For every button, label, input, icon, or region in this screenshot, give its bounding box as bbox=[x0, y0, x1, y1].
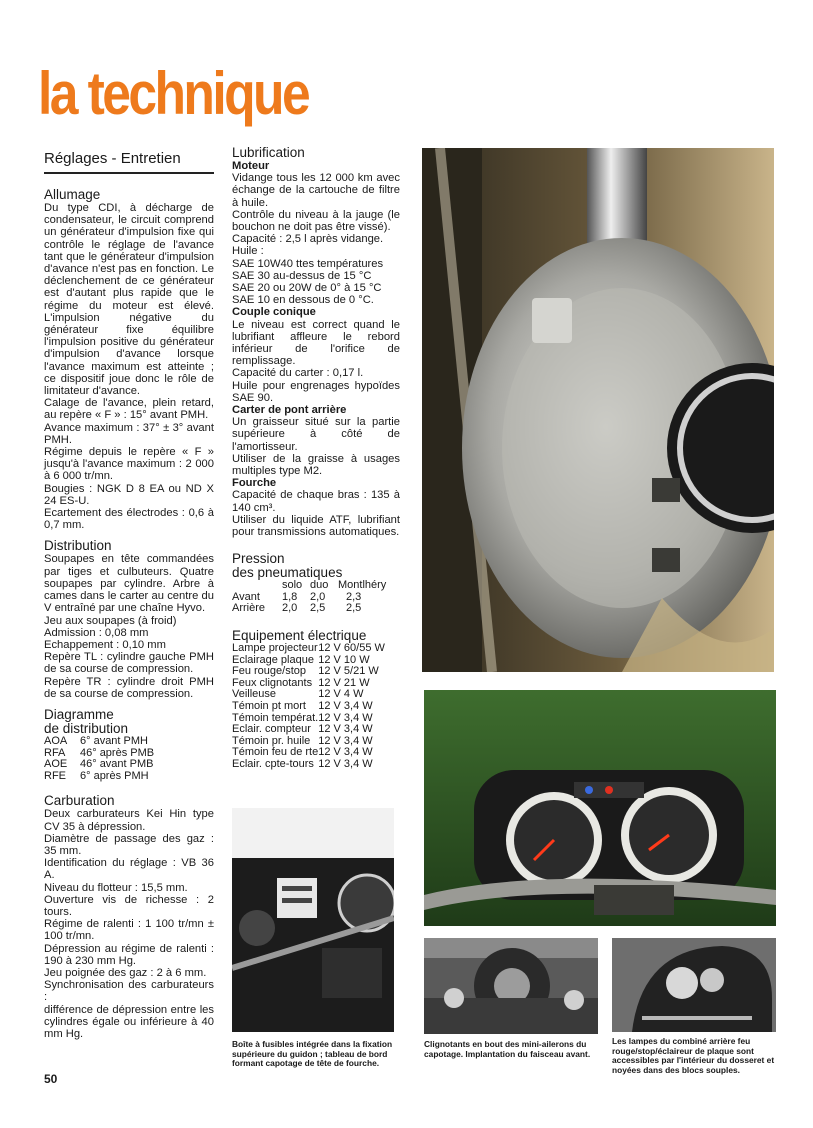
paragraph: Diamètre de passage des gaz : 35 mm. bbox=[44, 832, 214, 857]
middle-column bbox=[232, 146, 400, 771]
pression-table bbox=[232, 580, 386, 615]
page-title: la technique bbox=[38, 60, 309, 127]
carburation-text bbox=[44, 808, 214, 1040]
paragraph: Le niveau est correct quand le lubrifiant affleure le rebord inférieur de l'orifice de remplissage. bbox=[232, 318, 400, 368]
paragraph: SAE 20 ou 20W de 0° à 15 °C bbox=[232, 282, 382, 295]
section-rule bbox=[44, 172, 214, 174]
table-cell: Arrière bbox=[232, 602, 266, 615]
table-cell: Témoin feu de rte bbox=[232, 746, 319, 759]
table-cell: 2,3 bbox=[346, 590, 362, 603]
table-cell: 12 V 4 W bbox=[318, 688, 364, 701]
photo-dashboard bbox=[424, 690, 776, 926]
table-cell: Veilleuse bbox=[232, 688, 277, 701]
subheading-carter: Carter de pont arrière bbox=[232, 404, 347, 417]
paragraph: Niveau du flotteur : 15,5 mm. bbox=[44, 881, 188, 894]
table-cell: 12 V 10 W bbox=[318, 653, 370, 666]
table-cell: Témoin températ. bbox=[232, 711, 319, 724]
table-cell: 12 V 3,4 W bbox=[318, 758, 373, 771]
subheading-couple: Couple conique bbox=[232, 306, 316, 319]
page-number: 50 bbox=[44, 1072, 58, 1086]
rear-lamps-photo-illustration bbox=[612, 938, 776, 1032]
table-cell: 12 V 3,4 W bbox=[318, 734, 373, 747]
table-row bbox=[44, 771, 154, 783]
table-row bbox=[44, 736, 154, 748]
lubrification-text bbox=[232, 160, 400, 538]
allumage-text bbox=[44, 202, 214, 531]
table-cell: 2,5 bbox=[310, 602, 326, 615]
paragraph: Ecartement des électrodes : 0,6 à 0,7 mm. bbox=[44, 507, 214, 532]
paragraph: Repère TL : cylindre gauche PMH de sa course de compression. bbox=[44, 651, 214, 676]
paragraph: Soupapes en tête commandées par tiges et culbuteurs. Quatre soupapes par cylindre. Arbre à cames dans le carter au centre du V entraîné par une chaîne Hyvo. bbox=[44, 553, 214, 615]
table-cell: 2,5 bbox=[346, 602, 362, 615]
photo-indicators bbox=[424, 938, 598, 1034]
caption-rear-lamps: Les lampes du combiné arrière feu rouge/stop/éclaireur de plaque sont accessibles par l'intérieur du dosseret et noyées dans des blocs souples. bbox=[612, 1036, 775, 1075]
photo-rear-lamps bbox=[612, 938, 776, 1032]
table-row bbox=[232, 759, 385, 771]
heading-pression-1: Pression bbox=[232, 551, 285, 567]
paragraph: SAE 30 au-dessus de 15 °C bbox=[232, 269, 372, 282]
engine-photo-illustration bbox=[422, 148, 774, 672]
table-row bbox=[232, 643, 385, 655]
paragraph: Ouverture vis de richesse : 2 tours. bbox=[44, 893, 214, 918]
heading-lubrification: Lubrification bbox=[232, 145, 305, 160]
dashboard-photo-illustration bbox=[424, 690, 776, 926]
table-cell: 12 V 21 W bbox=[318, 676, 370, 689]
distribution-text bbox=[44, 553, 214, 699]
paragraph: Identification du réglage : VB 36 A. bbox=[44, 857, 214, 882]
table-row bbox=[44, 759, 154, 771]
table-cell: 2,0 bbox=[282, 602, 298, 615]
table-cell: 12 V 3,4 W bbox=[318, 711, 373, 724]
paragraph: Utiliser de la graisse à usages multiples type M2. bbox=[232, 452, 400, 478]
diagramme-table bbox=[44, 736, 154, 782]
table-cell: 12 V 3,4 W bbox=[318, 700, 373, 713]
paragraph: Bougies : NGK D 8 EA ou ND X 24 ES-U. bbox=[44, 482, 214, 507]
equipement-table bbox=[232, 643, 385, 771]
paragraph: Vidange tous les 12 000 km avec échange de la cartouche de filtre à huile. bbox=[232, 172, 400, 209]
table-cell: 46° après PMB bbox=[80, 746, 155, 759]
subheading-fourche: Fourche bbox=[232, 477, 277, 490]
table-cell: Lampe projecteur bbox=[232, 642, 318, 655]
paragraph: Utiliser du liquide ATF, lubrifiant pour transmissions automatiques. bbox=[232, 513, 400, 539]
paragraph: Deux carburateurs Kei Hin type CV 35 à dépression. bbox=[44, 808, 214, 833]
paragraph: Régime depuis le repère « F » jusqu'à l'avance maximum : 2 000 à 6 000 tr/mn. bbox=[44, 446, 214, 483]
paragraph: Contrôle du niveau à la jauge (le bouchon ne doit pas être vissé). bbox=[232, 208, 400, 234]
paragraph: Un graisseur situé sur la partie supérieure à côté de l'amortisseur. bbox=[232, 416, 400, 453]
table-header-cell: Montlhéry bbox=[338, 579, 387, 592]
paragraph: Admission : 0,08 mm bbox=[44, 626, 149, 639]
caption-indicators: Clignotants en bout des mini-ailerons du capotage. Implantation du faisceau avant. bbox=[424, 1039, 591, 1059]
paragraph: Jeu poignée des gaz : 2 à 6 mm. bbox=[44, 966, 207, 979]
table-cell: RFA bbox=[44, 746, 66, 759]
table-cell: 1,8 bbox=[282, 590, 298, 603]
table-cell: Feu rouge/stop bbox=[232, 665, 306, 678]
paragraph: SAE 10 en dessous de 0 °C. bbox=[232, 294, 374, 307]
table-cell: Témoin pt mort bbox=[232, 700, 306, 713]
paragraph: Régime de ralenti : 1 100 tr/mn ± 100 tr/mn. bbox=[44, 918, 214, 943]
paragraph: différence de dépression entre les cylindres égale ou inférieure à 40 mm Hg. bbox=[44, 1003, 214, 1040]
table-cell: 12 V 5/21 W bbox=[318, 665, 379, 678]
table-cell: 6° après PMH bbox=[80, 769, 149, 782]
subheading-moteur: Moteur bbox=[232, 160, 270, 172]
heading-equipement: Equipement électrique bbox=[232, 628, 367, 644]
table-cell: AOE bbox=[44, 758, 68, 771]
paragraph: Repère TR : cylindre droit PMH de sa course de compression. bbox=[44, 675, 214, 700]
photo-engine-closeup bbox=[422, 148, 774, 672]
table-row bbox=[232, 603, 386, 615]
heading-carburation: Carburation bbox=[44, 793, 115, 809]
table-cell: AOA bbox=[44, 734, 68, 747]
paragraph: Jeu aux soupapes (à froid) bbox=[44, 614, 177, 627]
paragraph: Du type CDI, à décharge de condensateur, le circuit comprend un générateur d'impulsion fixe qui contrôle le réglage de l'avance tant que le générateur d'impulsion d'avance n'est pas en fonction. Le déclenchement de ce générateur est d'autant plus rapide que le régime du moteur est élevé. L'impulsion négative du générateur fixe équilibre l'impulsion positive du générateur d'impulsion d'avance lorsque l'avance maximum est atteinte ; ce dispositif joue donc le rôle de limitateur d'avance. bbox=[44, 202, 214, 398]
table-cell: Eclair. compteur bbox=[232, 723, 311, 736]
table-cell: Avant bbox=[232, 590, 260, 603]
section-title-reglages: Réglages - Entretien bbox=[44, 150, 181, 167]
heading-diagramme-1: Diagramme bbox=[44, 706, 114, 722]
table-cell: 12 V 3,4 W bbox=[318, 746, 373, 759]
paragraph: Dépression au régime de ralenti : 190 à 230 mm Hg. bbox=[44, 942, 214, 967]
table-header-cell: duo bbox=[310, 579, 329, 592]
table-cell: 12 V 60/55 W bbox=[318, 642, 385, 655]
table-row bbox=[232, 701, 385, 713]
paragraph: Capacité : 2,5 l après vidange. bbox=[232, 233, 384, 246]
heading-distribution: Distribution bbox=[44, 538, 112, 554]
paragraph: Echappement : 0,10 mm bbox=[44, 638, 166, 651]
paragraph: Calage de l'avance, plein retard, au repère « F » : 15° avant PMH. bbox=[44, 397, 214, 422]
table-cell: 46° avant PMB bbox=[80, 758, 154, 771]
table-cell: RFE bbox=[44, 769, 66, 782]
paragraph: SAE 10W40 ttes températures bbox=[232, 257, 384, 270]
left-column bbox=[44, 150, 214, 1040]
paragraph: Synchronisation des carburateurs : bbox=[44, 979, 214, 1004]
fuse-box-photo-illustration bbox=[232, 808, 394, 1032]
photo-fuse-box bbox=[232, 808, 394, 1032]
table-header-cell: solo bbox=[282, 579, 303, 592]
table-cell: 6° avant PMH bbox=[80, 734, 148, 747]
heading-allumage: Allumage bbox=[44, 187, 101, 202]
paragraph: Huile : bbox=[232, 245, 264, 258]
paragraph: Capacité de chaque bras : 135 à 140 cm³. bbox=[232, 489, 400, 514]
table-cell: 2,0 bbox=[310, 590, 326, 603]
heading-diagramme-2: de distribution bbox=[44, 720, 129, 736]
paragraph: Huile pour engrenages hypoïdes SAE 90. bbox=[232, 379, 400, 404]
caption-fuse-box: Boîte à fusibles intégrée dans la fixation supérieure du guidon ; tableau de bord formant capotage de tête de fourche. bbox=[232, 1039, 393, 1069]
table-cell: Feux clignotants bbox=[232, 676, 313, 689]
table-cell: 12 V 3,4 W bbox=[318, 723, 373, 736]
heading-pression-2: des pneumatiques bbox=[232, 565, 343, 581]
paragraph: Capacité du carter : 0,17 l. bbox=[232, 367, 364, 380]
table-cell: Témoin pr. huile bbox=[232, 734, 311, 747]
table-cell: Eclairage plaque bbox=[232, 653, 314, 666]
paragraph: Avance maximum : 37° ± 3° avant PMH. bbox=[44, 421, 214, 446]
table-cell: Eclair. cpte-tours bbox=[232, 758, 314, 771]
indicators-photo-illustration bbox=[424, 938, 598, 1034]
